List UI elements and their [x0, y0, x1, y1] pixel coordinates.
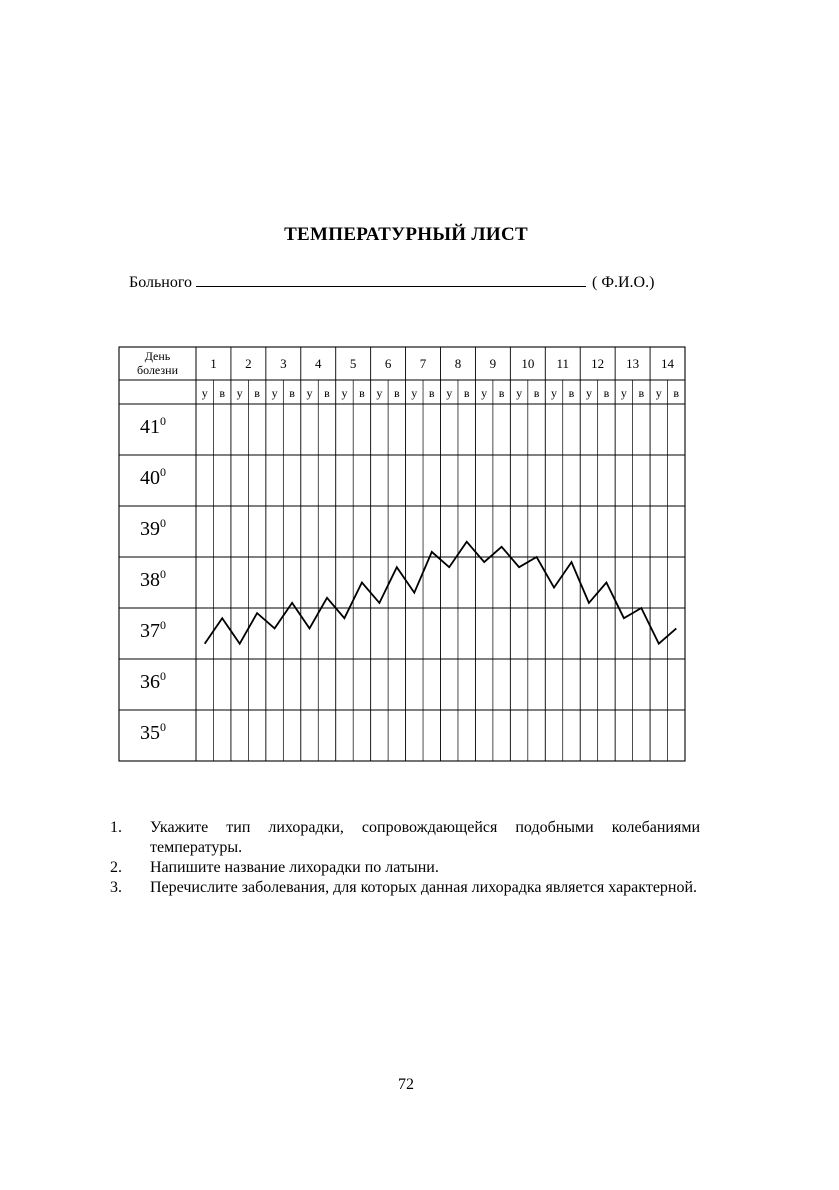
temperature-tick-label: $38^0$	[140, 567, 166, 591]
question-item	[110, 878, 700, 898]
period-label: у	[306, 386, 313, 400]
question-text: Перечислите заболевания, для которых данная лихорадка является характерной.	[150, 879, 698, 896]
period-label: в	[463, 386, 470, 400]
day-number: 8	[454, 356, 462, 371]
period-label: у	[620, 386, 627, 400]
period-label: в	[533, 386, 540, 400]
period-label: в	[673, 386, 680, 400]
period-label: у	[655, 386, 662, 400]
question-text: Напишите название лихорадки по латыни.	[150, 859, 439, 876]
period-label: у	[516, 386, 523, 400]
period-label: у	[551, 386, 558, 400]
temperature-tick-label: $36^0$	[140, 669, 166, 693]
day-number: 7	[419, 356, 427, 371]
questions-list	[110, 818, 700, 898]
day-number: 12	[591, 356, 605, 371]
period-label: у	[236, 386, 243, 400]
period-label: в	[324, 386, 330, 400]
period-label: у	[271, 386, 278, 400]
patient-suffix: ( Ф.И.О.)	[591, 274, 655, 291]
day-number: 5	[349, 356, 357, 371]
period-label: в	[603, 386, 610, 400]
period-label: у	[201, 386, 208, 400]
period-label: в	[428, 386, 435, 400]
temperature-tick-label: $41^0$	[140, 414, 166, 438]
period-label: в	[568, 386, 575, 400]
day-number: 13	[626, 356, 640, 371]
period-label: у	[446, 386, 453, 400]
question-number: 2.	[110, 859, 122, 876]
day-number: 3	[280, 356, 287, 371]
page-title: ТЕМПЕРАТУРНЫЙ ЛИСТ	[284, 224, 528, 245]
period-label: у	[376, 386, 383, 400]
day-number: 2	[245, 356, 252, 371]
patient-label: Больного	[129, 274, 192, 291]
period-label: в	[498, 386, 505, 400]
day-number: 10	[521, 356, 535, 371]
period-label: у	[585, 386, 592, 400]
day-number: 9	[489, 356, 497, 371]
day-number: 14	[661, 356, 675, 371]
period-label: в	[359, 386, 365, 400]
question-text: Укажите тип лихорадки, сопровождающейся подобными колебаниями температуры.	[150, 819, 700, 856]
period-label: у	[341, 386, 348, 400]
temperature-tick-label: $37^0$	[140, 618, 166, 642]
period-label: в	[254, 386, 260, 400]
period-label: у	[481, 386, 488, 400]
question-item	[110, 858, 700, 878]
temperature-tick-label: $35^0$	[140, 720, 166, 744]
day-number: 6	[384, 356, 392, 371]
chart-frame	[119, 347, 685, 761]
page-number: 72	[398, 1076, 414, 1093]
period-label: в	[219, 386, 226, 400]
day-number: 11	[556, 356, 570, 371]
period-label: у	[411, 386, 418, 400]
day-number: 4	[315, 356, 322, 371]
question-number: 1.	[110, 819, 122, 836]
question-number: 3.	[110, 879, 122, 896]
period-label: в	[394, 386, 400, 400]
temperature-tick-label: $40^0$	[140, 465, 166, 489]
day-number: 1	[210, 356, 217, 371]
question-item	[110, 818, 700, 858]
period-label: в	[638, 386, 645, 400]
day-header-label: болезни	[137, 363, 178, 377]
period-label: в	[289, 386, 295, 400]
temperature-tick-label: $39^0$	[140, 516, 166, 540]
day-header-label: День	[144, 349, 171, 363]
